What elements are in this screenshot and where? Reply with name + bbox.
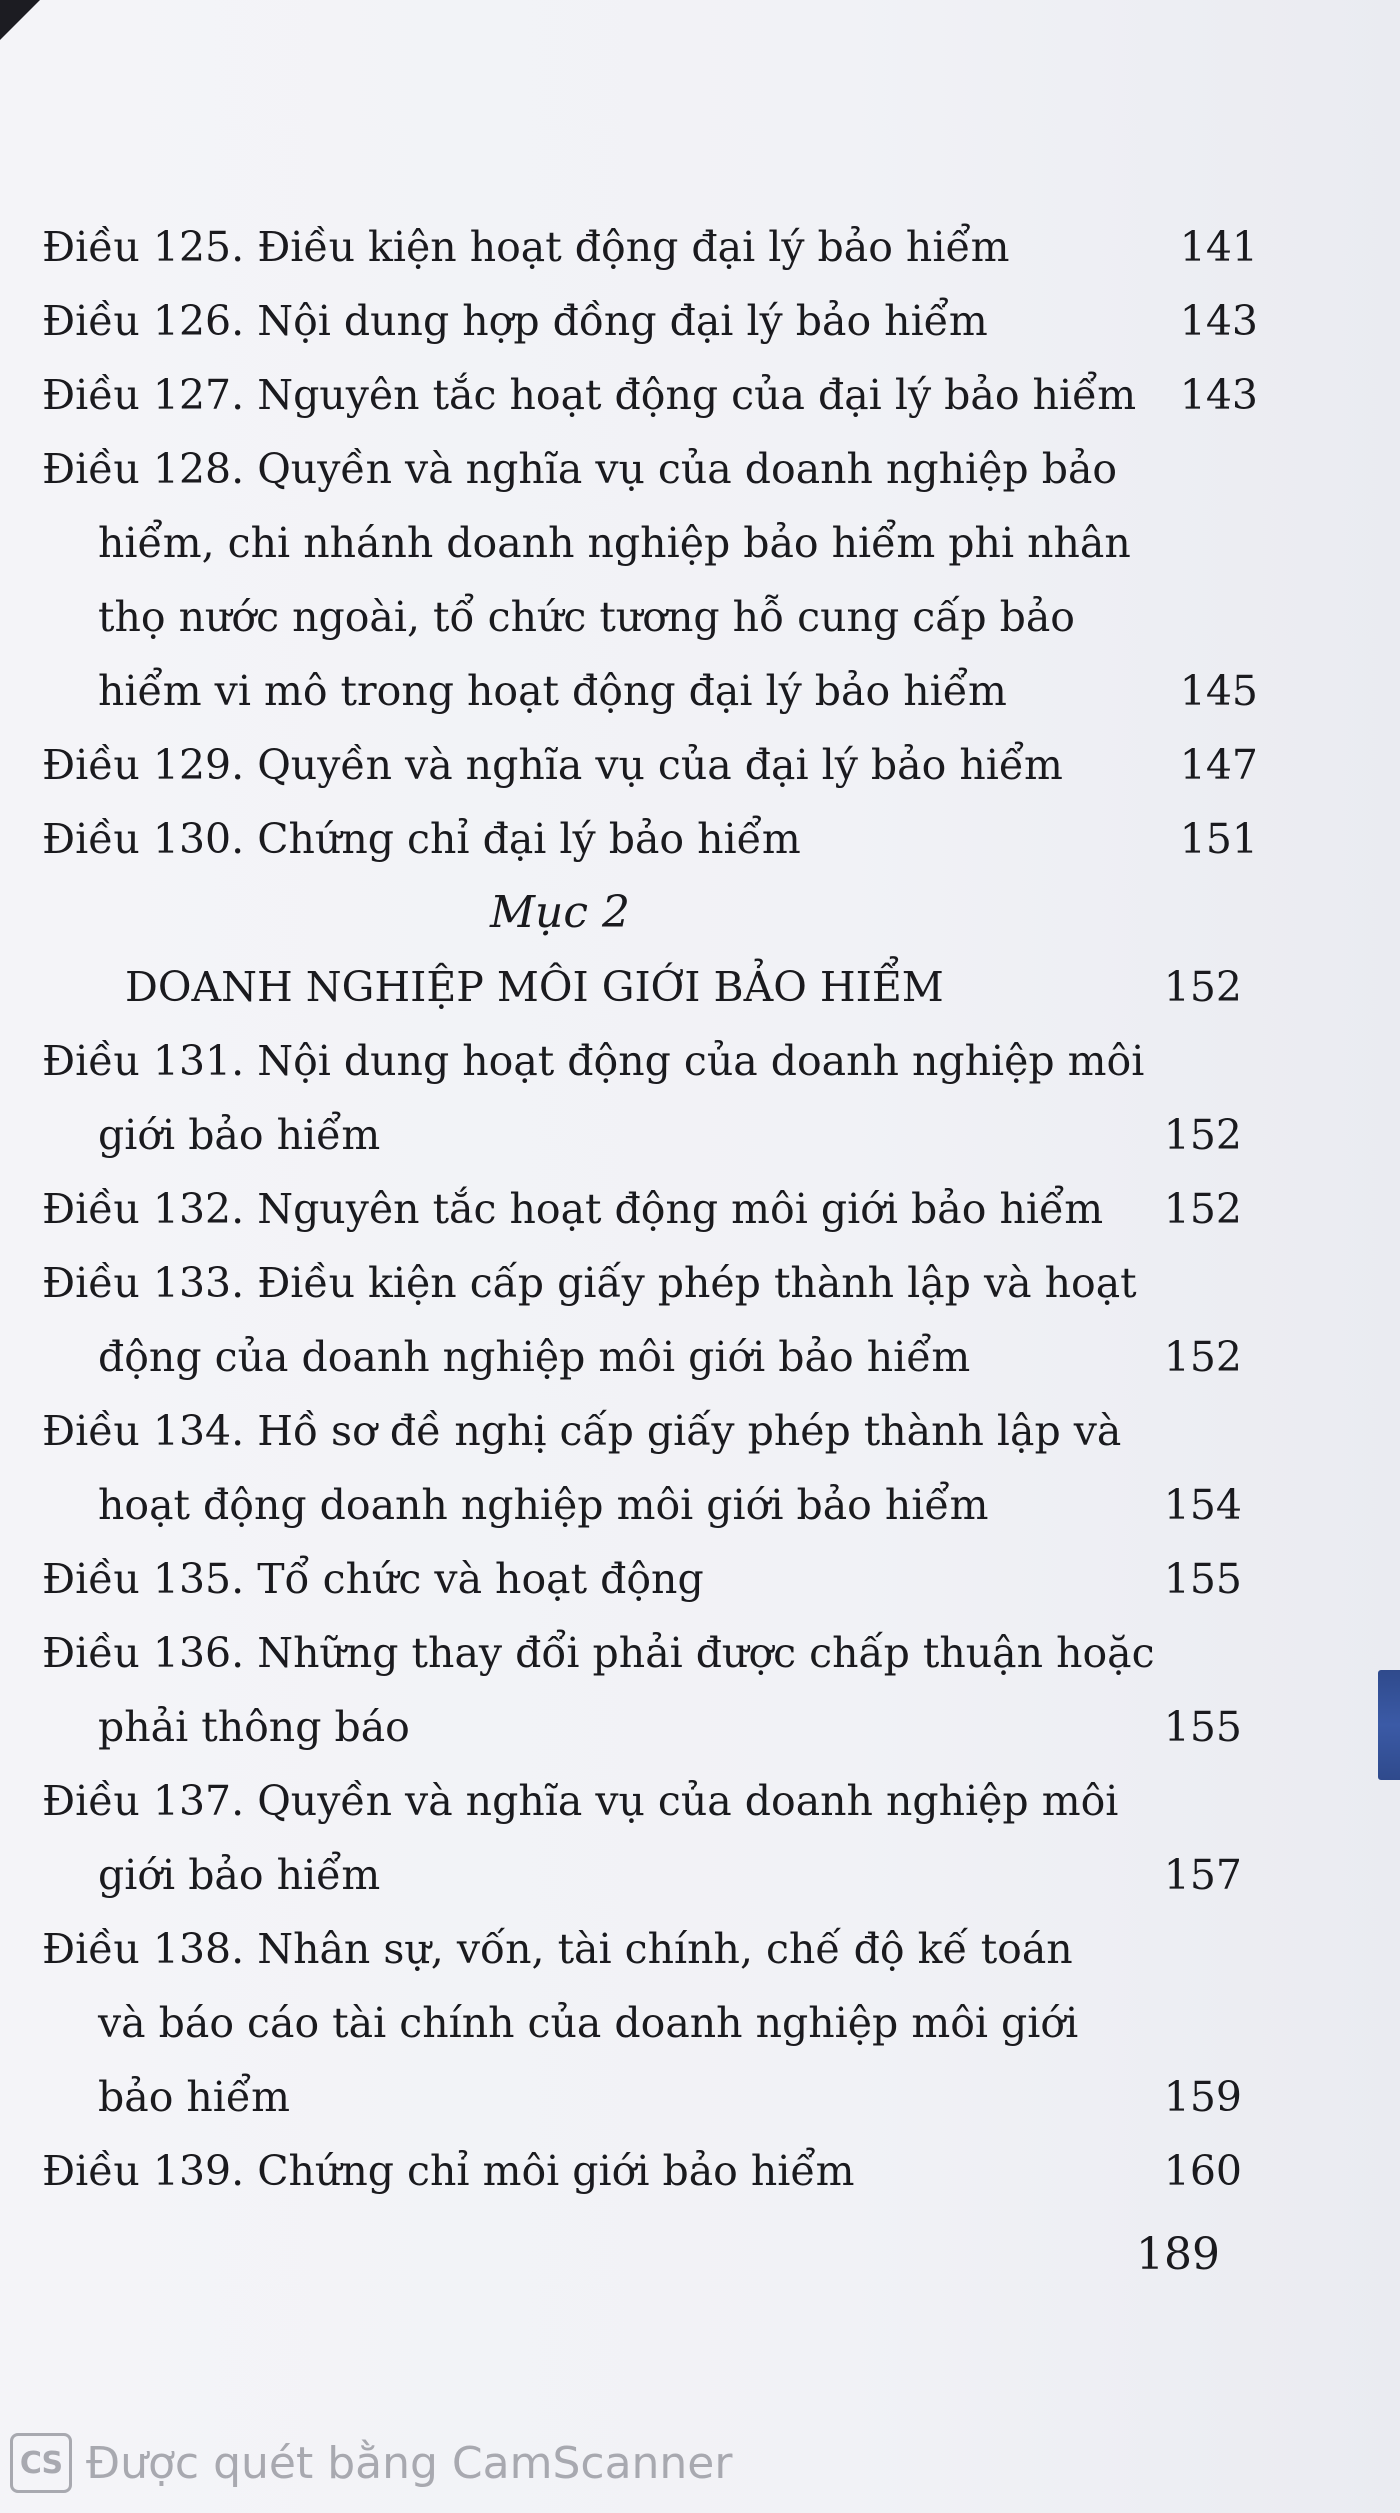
toc-page-number: 143	[1179, 297, 1258, 345]
toc-entry	[0, 1024, 1400, 1172]
toc-entry-title: Điều 127. Nguyên tắc hoạt động của đại lý bảo hiểm	[42, 371, 1137, 419]
toc-page-number: 159	[1163, 2073, 1242, 2121]
section-page-number: 152	[1163, 963, 1242, 1011]
toc-entry	[0, 432, 1400, 728]
toc-page-number: 155	[1163, 1703, 1242, 1751]
toc-entry-continuation: hiểm vi mô trong hoạt động đại lý bảo hiểm	[98, 667, 1007, 715]
toc-entry-continuation: phải thông báo	[98, 1703, 410, 1751]
toc-entry-title: Điều 132. Nguyên tắc hoạt động môi giới bảo hiểm	[42, 1185, 1104, 1233]
toc-entry-continuation: thọ nước ngoài, tổ chức tương hỗ cung cấp bảo	[98, 593, 1075, 641]
toc-entry-continuation: giới bảo hiểm	[98, 1851, 381, 1899]
toc-entry-title: Điều 133. Điều kiện cấp giấy phép thành lập và hoạt	[42, 1259, 1137, 1307]
toc-page-number: 152	[1163, 1111, 1242, 1159]
section-heading: DOANH NGHIỆP MÔI GIỚI BẢO HIỂM	[125, 963, 944, 1011]
toc-entry	[0, 1616, 1400, 1764]
toc-entry-title: Điều 135. Tổ chức và hoạt động	[42, 1555, 704, 1603]
toc-entry-continuation: động của doanh nghiệp môi giới bảo hiểm	[98, 1333, 971, 1381]
camscanner-watermark	[10, 2428, 732, 2498]
toc-entry	[0, 1394, 1400, 1542]
toc-entry	[0, 358, 1400, 432]
toc-page-number: 155	[1163, 1555, 1242, 1603]
toc-entry-continuation: hiểm, chi nhánh doanh nghiệp bảo hiểm phi nhân	[98, 519, 1131, 567]
toc-entry-continuation: hoạt động doanh nghiệp môi giới bảo hiểm	[98, 1481, 989, 1529]
toc-entry-title: Điều 129. Quyền và nghĩa vụ của đại lý bảo hiểm	[42, 741, 1063, 789]
toc-entry-title: Điều 137. Quyền và nghĩa vụ của doanh nghiệp môi	[42, 1777, 1119, 1825]
toc-page-number: 151	[1179, 815, 1258, 863]
toc-page-number: 152	[1163, 1185, 1242, 1233]
toc-page-number: 143	[1179, 371, 1258, 419]
toc-entry-continuation: và báo cáo tài chính của doanh nghiệp môi giới	[98, 1999, 1079, 2047]
toc-entry	[0, 1172, 1400, 1246]
toc-entry	[0, 1764, 1400, 1912]
toc-entry	[0, 2134, 1400, 2208]
toc-page-number: 160	[1163, 2147, 1242, 2195]
toc-entry-continuation: bảo hiểm	[98, 2073, 291, 2121]
toc-entry	[0, 1912, 1400, 2134]
toc-entry	[0, 728, 1400, 802]
toc-entry-title: Điều 136. Những thay đổi phải được chấp thuận hoặc	[42, 1629, 1155, 1677]
toc-entry-title: Điều 139. Chứng chỉ môi giới bảo hiểm	[42, 2147, 855, 2195]
toc-entry-title: Điều 126. Nội dung hợp đồng đại lý bảo hiểm	[42, 297, 988, 345]
toc-page-number: 154	[1163, 1481, 1242, 1529]
toc-entry	[0, 802, 1400, 876]
toc-entry-title: Điều 125. Điều kiện hoạt động đại lý bảo hiểm	[42, 223, 1010, 271]
toc-entry	[0, 284, 1400, 358]
toc-page-number: 145	[1179, 667, 1258, 715]
section-label: Mục 2	[490, 887, 631, 938]
page-number: 189	[1136, 2229, 1220, 2280]
toc-entry	[0, 210, 1400, 284]
toc-entry	[0, 1542, 1400, 1616]
toc-entry-title: Điều 128. Quyền và nghĩa vụ của doanh nghiệp bảo	[42, 445, 1118, 493]
toc-entry-title: Điều 138. Nhân sự, vốn, tài chính, chế độ kế toán	[42, 1925, 1073, 1973]
toc-page-number: 157	[1163, 1851, 1242, 1899]
toc-entry-title: Điều 130. Chứng chỉ đại lý bảo hiểm	[42, 815, 801, 863]
toc-page-number: 141	[1179, 223, 1258, 271]
camscanner-logo: CS	[10, 2433, 72, 2493]
toc-entry-continuation: giới bảo hiểm	[98, 1111, 381, 1159]
toc-page-number: 147	[1179, 741, 1258, 789]
toc-entry-title: Điều 131. Nội dung hoạt động của doanh nghiệp môi	[42, 1037, 1145, 1085]
toc-entry-title: Điều 134. Hồ sơ đề nghị cấp giấy phép thành lập và	[42, 1407, 1122, 1455]
toc-page-number: 152	[1163, 1333, 1242, 1381]
toc-entry	[0, 1246, 1400, 1394]
watermark-text: Được quét bằng CamScanner	[86, 2437, 733, 2489]
